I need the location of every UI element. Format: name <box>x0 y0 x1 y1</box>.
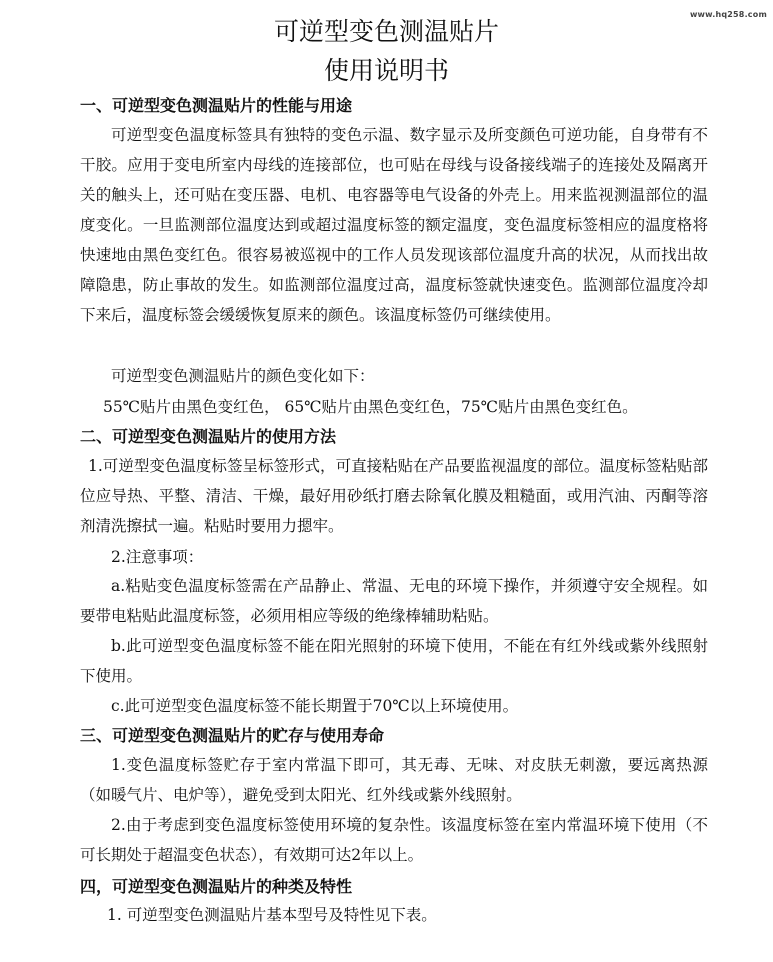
section-3-heading: 三、可逆型变色测温贴片的贮存与使用寿命 <box>80 726 385 745</box>
document-subtitle: 使用说明书 <box>323 56 449 85</box>
section-3-paragraph-1: 1.变色温度标签贮存于室内常温下即可，其无毒、无味、对皮肤无刺激，要远离热源（如暖气片、电炉等），避免受到太阳光、红外线或紫外线照射。 <box>80 756 708 804</box>
document-title: 可逆型变色测温贴片 <box>273 17 499 46</box>
section-4-heading: 四，可逆型变色测温贴片的种类及特性 <box>80 877 353 896</box>
section-2-note-b: b.此可逆型变色温度标签不能在阳光照射的环境下使用，不能在有红外线或紫外线照射下使用。 <box>80 637 708 685</box>
section-1-paragraph-1: 可逆型变色温度标签具有独特的变色示温、数字显示及所变颜色可逆功能，自身带有不干胶。应用于变电所室内母线的连接部位，也可贴在母线与设备接线端子的连接处及隔离开关的触头上，还可贴在变压器、电机、电容器等电气设备的外壳上。用来监视测温部位的温度变化。一旦监测部位温度达到或超过温度标签的额定温度，变色温度标签相应的温度格将快速地由黑色变红色。很容易被巡视中的工作人员发现该部位温度升高的状况，从而找出故障隐患，防止事故的发生。如监测部位温度过高，温度标签就快速变色。监测部位温度冷却下来后，温度标签会缓缓恢复原来的颜色。该温度标签仍可继续使用。 <box>80 126 708 324</box>
section-1-color-change-line: 55℃贴片由黑色变红色， 65℃贴片由黑色变红色，75℃贴片由黑色变红色。 <box>103 398 638 416</box>
watermark-text: www.hq258.com <box>689 10 767 19</box>
section-2-paragraph-1: 1.可逆型变色温度标签呈标签形式，可直接粘贴在产品要监视温度的部位。温度标签粘贴部位应导热、平整、清洁、干燥，最好用砂纸打磨去除氧化膜及粗糙面，或用汽油、丙酮等溶剂清洗擦拭一遍。粘贴时要用力摁牢。 <box>80 457 708 535</box>
section-2-note-c: c.此可逆型变色温度标签不能长期置于70℃以上环境使用。 <box>111 697 519 715</box>
section-2-note-a: a.粘贴变色温度标签需在产品静止、常温、无电的环境下操作，并须遵守安全规程。如要带电粘贴此温度标签，必须用相应等级的绝缘棒辅助粘贴。 <box>80 577 708 625</box>
section-2-heading: 二、可逆型变色测温贴片的使用方法 <box>80 427 337 446</box>
section-1-heading: 一、可逆型变色测温贴片的性能与用途 <box>80 96 353 115</box>
section-3-paragraph-2: 2.由于考虑到变色温度标签使用环境的复杂性。该温度标签在室内常温环境下使用（不可长期处于超温变色状态），有效期可达2年以上。 <box>80 816 708 864</box>
section-2-notes-label: 2.注意事项： <box>111 548 204 566</box>
section-4-paragraph-1: 1. 可逆型变色测温贴片基本型号及特性见下表。 <box>107 906 437 924</box>
section-1-paragraph-2: 可逆型变色测温贴片的颜色变化如下： <box>111 367 375 385</box>
